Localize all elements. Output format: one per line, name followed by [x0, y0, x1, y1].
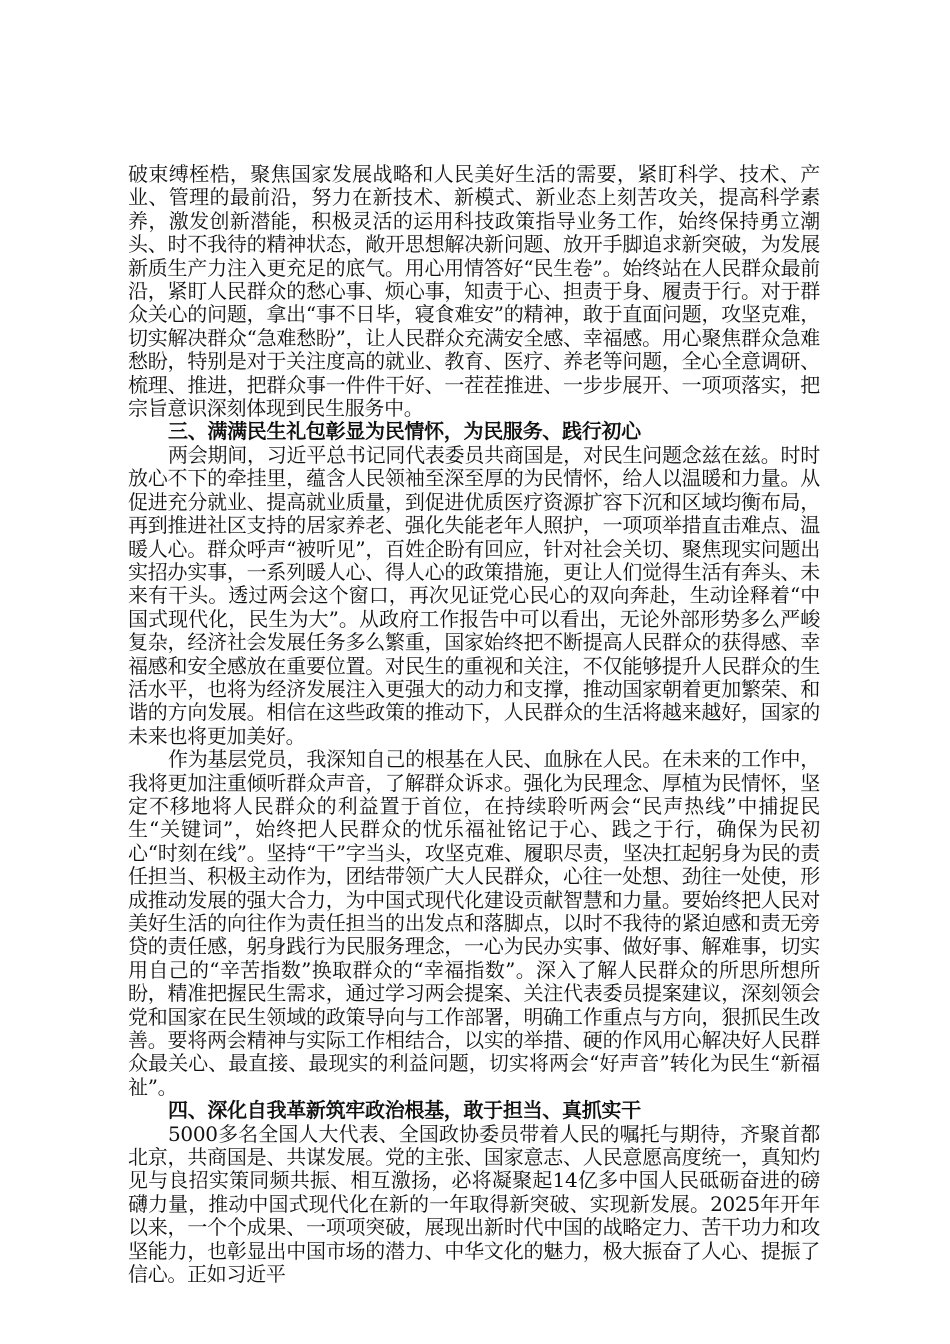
section-heading-4: 四、深化自我革新筑牢政治根基，敢于担当、真抓实干	[168, 1098, 641, 1123]
paragraph: 作为基层党员，我深知自己的根基在人民、血脉在人民。在未来的工作中，我将更加注重倾听群众声音，了解群众诉求。强化为民理念、厚植为民情怀，坚定不移地将人民群众的利益置于首位，在持续聆听两会“民声热线”中捕捉民生“关键词”，始终把人民群众的忧乐福祉铭记于心、践之于行，确保为民初心“时刻在线”。坚持“干”字当头，攻坚克难、履职尽责，坚决扛起躬身为民的责任担当、积极主动作为，团结带领广大人民群众，心往一处想、劲往一处使，形成推动发展的强大合力，为中国式现代化建设贡献智慧和力量。要始终把人民对美好生活的向往作为责任担当的出发点和落脚点，以时不我待的紧迫感和责无旁贷的责任感，躬身践行为民服务理念，一心为民办实事、做好事、解难事，切实用自己的“辛苦指数”换取群众的“幸福指数”。深入了解人民群众的所思所想所盼，精准把握民生需求，通过学习两会提案、关注代表委员提案建议，深刻领会党和国家在民生领域的政策导向与工作部署，明确工作重点与方向，狠抓民生改善。要将两会精神与实际工作相结合，以实的举措、硬的作风用心解决好人民群众最关心、最直接、最现实的利益问题，切实将两会“好声音”转化为民生“新福祉”。	[128, 747, 820, 1099]
section-heading-3: 三、满满民生礼包彰显为民情怀，为民服务、践行初心	[168, 419, 641, 444]
paragraph-continuation: 破束缚桎梏，聚焦国家发展战略和人民美好生活的需要，紧盯科学、技术、产业、管理的最前沿，努力在新技术、新模式、新业态上刻苦攻关，提高科学素养，激发创新潜能，积极灵活的运用科技政策指导业务工作，始终保持勇立潮头、时不我待的精神状态，敞开思想解决新问题、放开手脚追求新突破，为发展新质生产力注入更充足的底气。用心用情答好“民生卷”。始终站在人民群众最前沿，紧盯人民群众的愁心事、烦心事，知责于心、担责于身、履责于行。对于群众关心的问题，拿出“事不日毕，寝食难安”的精神，敢于直面问题，攻坚克难，切实解决群众“急难愁盼”，让人民群众充满安全感、幸福感。用心聚焦群众急难愁盼，特别是对于关注度高的就业、教育、医疗、养老等问题，全心全意调研、梳理、推进，把群众事一件件干好、一茬茬推进、一步步展开、一项项落实，把宗旨意识深刻体现到民生服务中。	[128, 162, 820, 421]
document-body	[128, 163, 820, 1287]
paragraph: 两会期间，习近平总书记同代表委员共商国是，对民生问题念兹在兹。时时放心不下的牵挂里，蕴含人民领袖至深至厚的为民情怀，给人以温暖和力量。从促进充分就业、提高就业质量，到促进优质医疗资源扩容下沉和区域均衡布局，再到推进社区支持的居家养老、强化失能老年人照护，一项项举措直击难点、温暖人心。群众呼声“被听见”，百姓企盼有回应，针对社会关切、聚焦现实问题出实招办实事，一系列暖人心、得人心的政策措施，更让人们觉得生活有奔头、未来有干头。透过两会这个窗口，再次见证党心民心的双向奔赴，生动诠释着“中国式现代化，民生为大”。从政府工作报告中可以看出，无论外部形势多么严峻复杂，经济社会发展任务多么繁重，国家始终把不断提高人民群众的获得感、幸福感和安全感放在重要位置。对民生的重视和关注，不仅能够提升人民群众的生活水平，也将为经济发展注入更强大的动力和支撑，推动国家朝着更加繁荣、和谐的方向发展。相信在这些政策的推动下，人民群众的生活将越来越好，国家的未来也将更加美好。	[128, 442, 820, 748]
paragraph: 5000多名全国人大代表、全国政协委员带着人民的嘱托与期待，齐聚首都北京，共商国是、共谋发展。党的主张、国家意志、人民意愿高度统一，真知灼见与良招实策同频共振、相互激扬，必将凝聚起14亿多中国人民砥砺奋进的磅礴力量，推动中国式现代化在新的一年取得新突破、实现新发展。2025年开年以来，一个个成果、一项项突破，展现出新时代中国的战略定力、苦干功力和攻坚能力，也彰显出中国市场的潜力、中华文化的魅力，极大振奋了人心、提振了信心。正如习近平	[128, 1121, 820, 1287]
